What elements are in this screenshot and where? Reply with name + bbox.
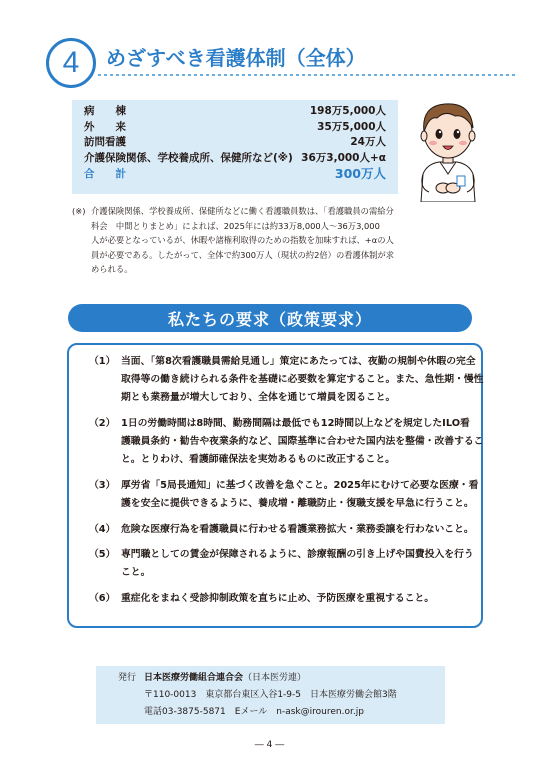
footnote-line: 介護保険関係、学校養成所、保健所などに働く看護職員数は、「看護職員の需給分 — [91, 206, 394, 216]
row-label: 病 棟 — [84, 105, 126, 118]
demand-item — [89, 415, 483, 469]
publisher-contact: 電話03-3875-5871 Eメール n-ask@irouren.or.jp — [144, 707, 364, 717]
demand-line: と。とりわけ、看護師確保法を実効あるものに改正すること。 — [121, 454, 395, 465]
demand-line: 専門職としての賃金が保障されるように、診療報酬の引き上げや国費投入を行う — [121, 549, 474, 560]
table-row — [84, 103, 386, 119]
row-label: 訪問看護 — [84, 136, 126, 149]
table-row-total — [84, 165, 386, 181]
nurse-illustration — [405, 92, 491, 202]
row-value: 36万3,000人+α — [301, 152, 386, 165]
demand-item — [89, 546, 474, 582]
row-value: 300万人 — [334, 166, 386, 182]
demand-line: 期とも業務量が増大しており、全体を通じて増員を図ること。 — [121, 392, 396, 403]
publisher-label: 発行 — [118, 673, 137, 683]
demand-number: （6） — [89, 593, 116, 604]
footnote-line: 科会 中間とりまとめ」によれば、2025年には約33万8,000人～36万3,000 — [91, 220, 380, 231]
demand-line: 護職員条約・勧告や夜業条約など、国際基準に合わせた国内法を整備・改善するこ — [121, 436, 484, 447]
footnote — [72, 204, 414, 277]
demand-line: 1日の労働時間は8時間、勤務間隔は最低でも12時間以上などを規定したILO看 — [121, 418, 470, 429]
publisher-box — [96, 666, 445, 724]
demand-number: （2） — [89, 418, 116, 429]
demand-item — [89, 353, 483, 407]
footnote-line: められる。 — [91, 264, 133, 275]
row-value: 24万人 — [350, 136, 386, 149]
demand-number: （1） — [89, 356, 116, 367]
demand-line: 厚労省「5局長通知」に基づく改善を急ぐこと。2025年にむけて必要な医療・看 — [121, 480, 479, 491]
demand-number: （3） — [89, 480, 116, 491]
demand-line: 護を安全に提供できるように、養成増・離職防止・復職支援を早急に行うこと。 — [121, 498, 474, 509]
demand-line: 当面、「第8次看護職員需給見通し」策定にあたっては、夜勤の規制や休暇の完全 — [121, 356, 476, 367]
demand-number: （4） — [89, 524, 116, 535]
demand-number: （5） — [89, 549, 116, 560]
publisher-org-short: （日本医労連） — [243, 673, 307, 683]
page-number: ― 4 ― — [254, 740, 285, 750]
page-title: めざすべき看護体制（全体） — [106, 46, 366, 70]
footnote-line: 人が必要となっているが、休暇や諸権利取得のための指数を加味すれば、+αの人 — [91, 235, 394, 246]
staff-table — [72, 100, 398, 194]
demand-line: 重症化をまねく受診抑制政策を直ちに止め、予防医療を重視すること。 — [121, 593, 435, 604]
table-row — [84, 119, 386, 135]
demands-box — [67, 343, 483, 628]
row-value: 35万5,000人 — [317, 120, 386, 133]
section-number-badge: 4 — [46, 38, 96, 88]
table-row — [84, 150, 386, 166]
row-label: 合 計 — [84, 167, 126, 180]
publisher-address: 〒110-0013 東京都台東区入谷1-9-5 日本医療労働会館3階 — [144, 690, 397, 700]
demand-item — [89, 477, 478, 513]
table-row — [84, 134, 386, 150]
row-label: 介護保険関係、学校養成所、保健所など(※) — [84, 152, 293, 165]
publisher-org: 日本医療労働組合連合会 — [144, 673, 244, 683]
demand-line: 危険な医療行為を看護職員に行わせる看護業務拡大・業務委譲を行わないこと。 — [121, 524, 474, 535]
footnote-mark: (※) — [72, 206, 86, 216]
demands-banner: 私たちの要求（政策要求） — [68, 304, 472, 332]
demand-item — [89, 590, 434, 608]
demand-line: 取得等の働き続けられる条件を基礎に必要数を算定すること。また、急性期・慢性 — [121, 374, 484, 385]
demand-item — [89, 521, 474, 539]
demand-line: こと。 — [121, 567, 151, 578]
row-label: 外 来 — [84, 120, 126, 133]
footnote-line: 員が必要である。したがって、全体で約300万人（現状の約2倍）の看護体制が求 — [91, 249, 395, 260]
title-dotted-rule — [98, 74, 518, 76]
row-value: 198万5,000人 — [309, 105, 386, 118]
